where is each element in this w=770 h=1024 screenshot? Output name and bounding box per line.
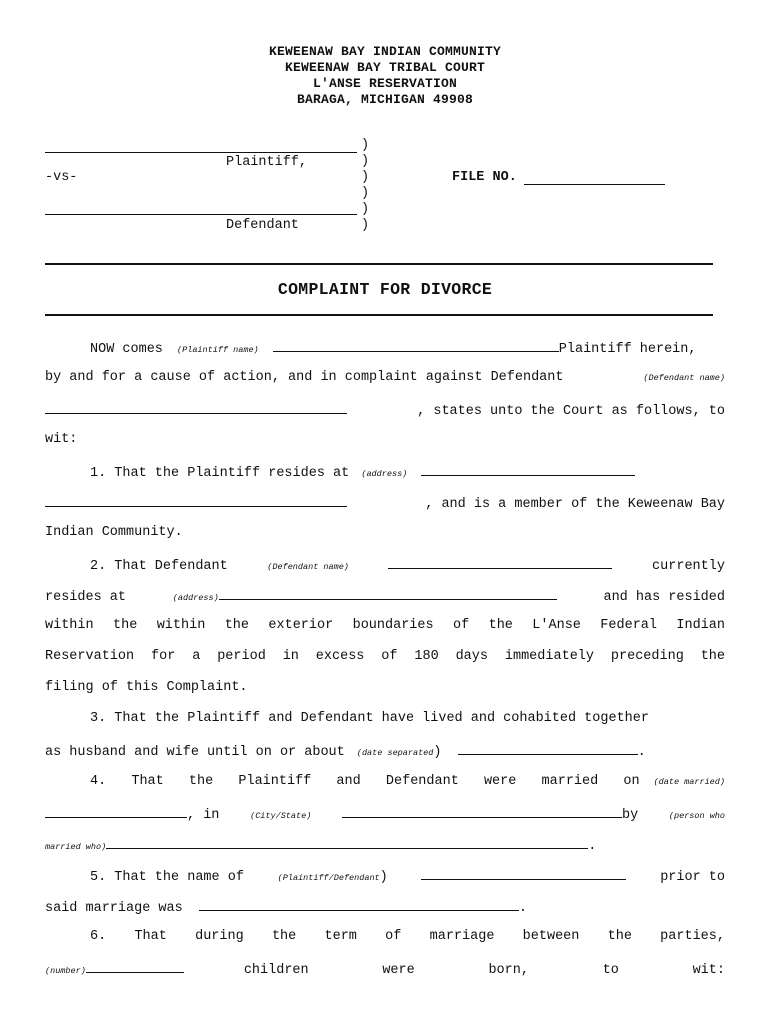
defendant-name-field-2[interactable] [388, 556, 612, 569]
paragraph-6-line2: (number) children were born, to wit: [45, 960, 725, 978]
paragraph-2-line4: Reservation for a period in excess of 180 days immediately preceding the [45, 649, 725, 664]
paragraph-4-line3: married who) . [45, 836, 725, 854]
caption-paren: ) [361, 202, 370, 217]
states-unto-line: , states unto the Court as follows, to [45, 401, 725, 419]
paragraph-4-line1: 4. That the Plaintiff and Defendant were married on (date married) [90, 774, 725, 789]
caption-paren: ) [361, 138, 370, 153]
prior-name-field[interactable] [199, 898, 519, 911]
defendant-label: Defendant [226, 218, 299, 233]
date-married-field[interactable] [45, 805, 187, 818]
paragraph-2-line2: resides at (address) and has resided [45, 587, 725, 605]
title-bottom-rule [45, 314, 713, 316]
document-title: COMPLAINT FOR DIVORCE [277, 280, 493, 299]
person-who-married-field[interactable] [106, 836, 588, 849]
paragraph-4-line2: , in (City/State) by (person who [45, 805, 725, 823]
prior-name-person-field[interactable] [421, 867, 626, 880]
defendant-address-field[interactable] [219, 587, 557, 600]
court-name-line: KEWEENAW BAY INDIAN COMMUNITY [268, 44, 502, 59]
plaintiff-address-field[interactable] [421, 463, 635, 476]
defendant-name-field[interactable] [45, 401, 347, 414]
number-of-children-field[interactable] [86, 960, 184, 973]
complaint-against-line: by and for a cause of action, and in complaint against Defendant (Defendant name) [45, 370, 725, 385]
now-comes-line: NOW comes (Plaintiff name) Plaintiff herein, [45, 339, 725, 357]
paragraph-2-line5: filing of this Complaint. [45, 680, 248, 695]
paragraph-2-line3: within the within the exterior boundaries of the L'Anse Federal Indian [45, 618, 725, 633]
paragraph-3-line2: as husband and wife until on or about (date separated) . [45, 742, 725, 760]
paragraph-3-line1: 3. That the Plaintiff and Defendant have lived and cohabited together [90, 711, 649, 726]
paragraph-5-line2: said marriage was . [45, 898, 725, 916]
address-line: BARAGA, MICHIGAN 49908 [296, 92, 474, 107]
plaintiff-label: Plaintiff, [226, 155, 308, 170]
vs-label: -vs- [45, 170, 78, 185]
date-separated-field[interactable] [458, 742, 638, 755]
file-no-label: FILE NO. [452, 170, 517, 185]
reservation-line: L'ANSE RESERVATION [312, 76, 458, 91]
plaintiff-name-blank[interactable] [45, 152, 357, 153]
wit-line: wit: [45, 432, 78, 447]
caption-paren: ) [361, 218, 370, 233]
paragraph-6-line1: 6. That during the term of marriage between the parties, [90, 929, 725, 944]
caption-paren: ) [361, 186, 370, 201]
defendant-name-blank[interactable] [45, 214, 357, 215]
city-state-field[interactable] [342, 805, 622, 818]
paragraph-1-line1: 1. That the Plaintiff resides at (address) [45, 463, 725, 481]
title-top-rule [45, 263, 713, 265]
paragraph-1-line3: Indian Community. [45, 525, 183, 540]
paragraph-1-line2: , and is a member of the Keweenaw Bay [45, 494, 725, 512]
plaintiff-name-field[interactable] [273, 339, 559, 352]
file-no-blank[interactable] [524, 184, 665, 185]
caption-paren: ) [361, 170, 370, 185]
paragraph-5-line1: 5. That the name of (Plaintiff/Defendant) prior to [45, 867, 725, 885]
plaintiff-address-field-2[interactable] [45, 494, 347, 507]
caption-paren: ) [361, 154, 370, 169]
paragraph-2-line1: 2. That Defendant (Defendant name) currently [45, 556, 725, 574]
tribal-court-line: KEWEENAW BAY TRIBAL COURT [284, 60, 486, 75]
